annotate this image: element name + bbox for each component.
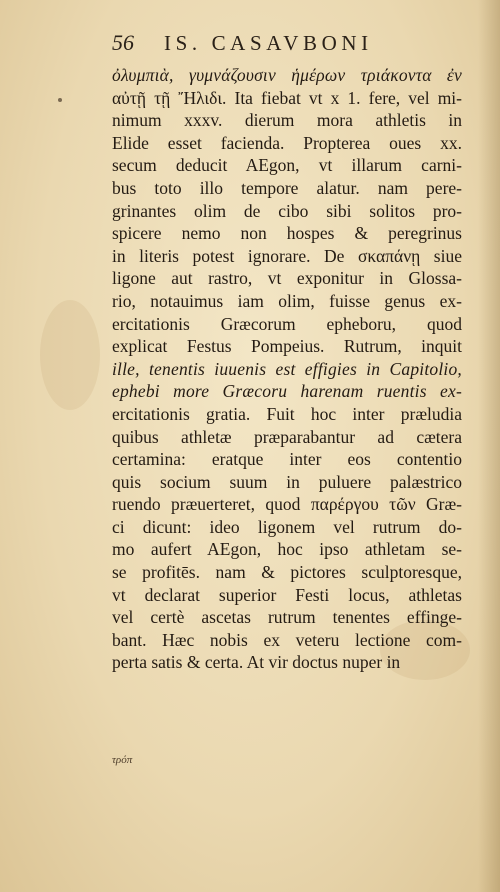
text-line: ercitationis gratia. Fuit hoc inter præludia <box>112 403 462 424</box>
text-line: ligone aut rastro, vt exponitur in Glossa- <box>112 268 462 289</box>
text-line: vel certè ascetas rutrum tenentes effinge- <box>112 607 462 628</box>
text-line: ephebi more Græcoru harenam ruentis ex- <box>112 381 462 402</box>
spine-shadow <box>478 0 500 892</box>
bottom-fragment: τρόπ <box>112 754 133 766</box>
text-line: Elide esset facienda. Propterea oues xx. <box>112 132 462 153</box>
text-line: certamina: eratque inter eos contentio <box>112 449 462 470</box>
margin-ink-dot <box>58 98 62 102</box>
text-line: secum deducit AEgon, vt illarum carni- <box>112 155 462 176</box>
text-line: explicat Festus Pompeius. Rutrum, inquit <box>112 336 462 357</box>
text-line: perta satis & certa. At vir doctus nuper in <box>112 652 401 673</box>
text-line: in literis potest ignorare. De σκαπάνῃ siue <box>112 245 462 266</box>
text-line: αὐτῇ τῇ Ἤλιδι. Ita fiebat vt x 1. fere, vel mi- <box>112 87 462 108</box>
text-line: bus toto illo tempore alatur. nam pere- <box>112 177 462 198</box>
body-text <box>112 64 462 674</box>
page-number: 56 <box>112 30 134 55</box>
text-line: quis socium suum in puluere palæstrico <box>112 471 462 492</box>
text-line: nimum xxxv. dierum mora athletis in <box>112 110 462 131</box>
running-head: IS. CASAVBONI <box>164 31 373 55</box>
text-line: ci dicunt: ideo ligonem vel rutrum do- <box>112 516 462 537</box>
text-line: quibus athletæ præparabantur ad cætera <box>112 426 462 447</box>
text-line: grinantes olim de cibo sibi solitos pro- <box>112 200 462 221</box>
text-line: se profitēs. nam & pictores sculptoresque, <box>112 562 462 583</box>
text-line: ercitationis Græcorum epheboru, quod <box>112 313 462 334</box>
text-line: ruendo præuerteret, quod παρέργου τῶν Græ- <box>112 494 462 515</box>
text-line: spicere nemo non hospes & peregrinus <box>112 223 462 244</box>
text-line: bant. Hæc nobis ex veteru lectione com- <box>112 629 462 650</box>
paper-stain <box>40 300 100 410</box>
text-line: vt declarat superior Festi locus, athletas <box>112 584 462 605</box>
text-line: ille, tenentis iuuenis est effigies in Capitolio, <box>112 358 462 379</box>
text-line: ὀλυμπιὰ, γυμνάζουσιν ἡμέρων τριάκοντα ἐν <box>112 65 462 85</box>
text-line: mo aufert AEgon, hoc ipso athletam se- <box>112 539 462 560</box>
page-header <box>112 30 452 64</box>
text-line: rio, notauimus iam olim, fuisse genus ex- <box>112 290 462 311</box>
